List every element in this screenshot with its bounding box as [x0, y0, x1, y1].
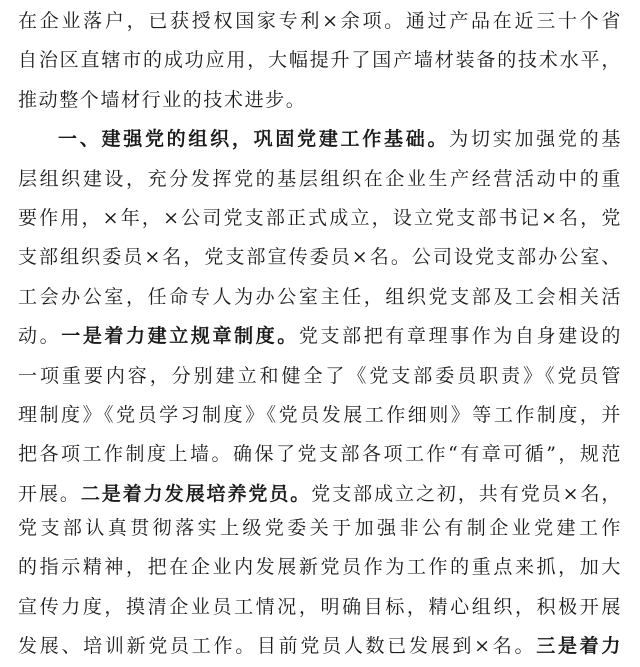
text-line: 理制度》《党员学习制度》《党员发展工作细则》等工作制度，并	[18, 403, 622, 426]
text-line: 自治区直辖市的成功应用，大幅提升了国产墙材装备的技术水平，	[18, 49, 622, 72]
text-run: 发展、培训新党员工作。目前党员人数已发展到×名。	[18, 635, 537, 658]
section-heading: 一、建强党的组织，巩固党建工作基础。	[58, 128, 450, 151]
text-line: 一项重要内容，分别建立和健全了《党支部委员职责》《党员管	[18, 364, 622, 387]
section-heading-line	[18, 120, 622, 159]
text-run: 开展。	[18, 482, 81, 505]
text-line: 层组织建设，充分发挥党的基层组织在企业生产经营活动中的重	[18, 167, 622, 190]
text-line: 支部组织委员×名，党支部宣传委员×名。公司设党支部办公室、	[18, 246, 622, 269]
document-text-bottom	[18, 509, 622, 667]
text-line	[18, 317, 622, 356]
text-line: 在企业落户，已获授权国家专利×余项。通过产品在近三十个省	[18, 10, 622, 32]
text-run: 党支部成立之初，共有党员×名，	[311, 482, 622, 505]
text-line: 工会办公室，任命专人为办公室主任，组织党支部及工会相关活	[18, 285, 622, 308]
bold-phrase: 二是着力发展培养党员。	[80, 482, 312, 505]
text-line: 把各项工作制度上墙。确保了党支部各项工作“有章可循”，规范	[18, 443, 622, 466]
text-run: 党支部把有章理事作为自身建设的	[298, 325, 622, 348]
document-text-top	[18, 2, 622, 514]
text-line: 的指示精神，把在企业内发展新党员作为工作的重点来抓，加大	[18, 556, 622, 579]
text-line: 推动整个墙材行业的技术进步。	[18, 88, 307, 111]
bold-phrase: 一是着力建立规章制度。	[61, 325, 299, 348]
text-line: 要作用，×年，×公司党支部正式成立，设立党支部书记×名，党	[18, 206, 622, 229]
text-line: 宣传力度，摸清企业员工情况，明确目标，精心组织，积极开展	[18, 595, 622, 618]
text-line: 党支部认真贯彻落实上级党委关于加强非公有制企业党建工作	[18, 517, 622, 539]
bold-phrase: 三是着力	[536, 635, 622, 658]
text-run: 为切实加强党的基	[449, 128, 622, 151]
text-line	[18, 627, 622, 666]
text-run: 动。	[18, 325, 62, 348]
